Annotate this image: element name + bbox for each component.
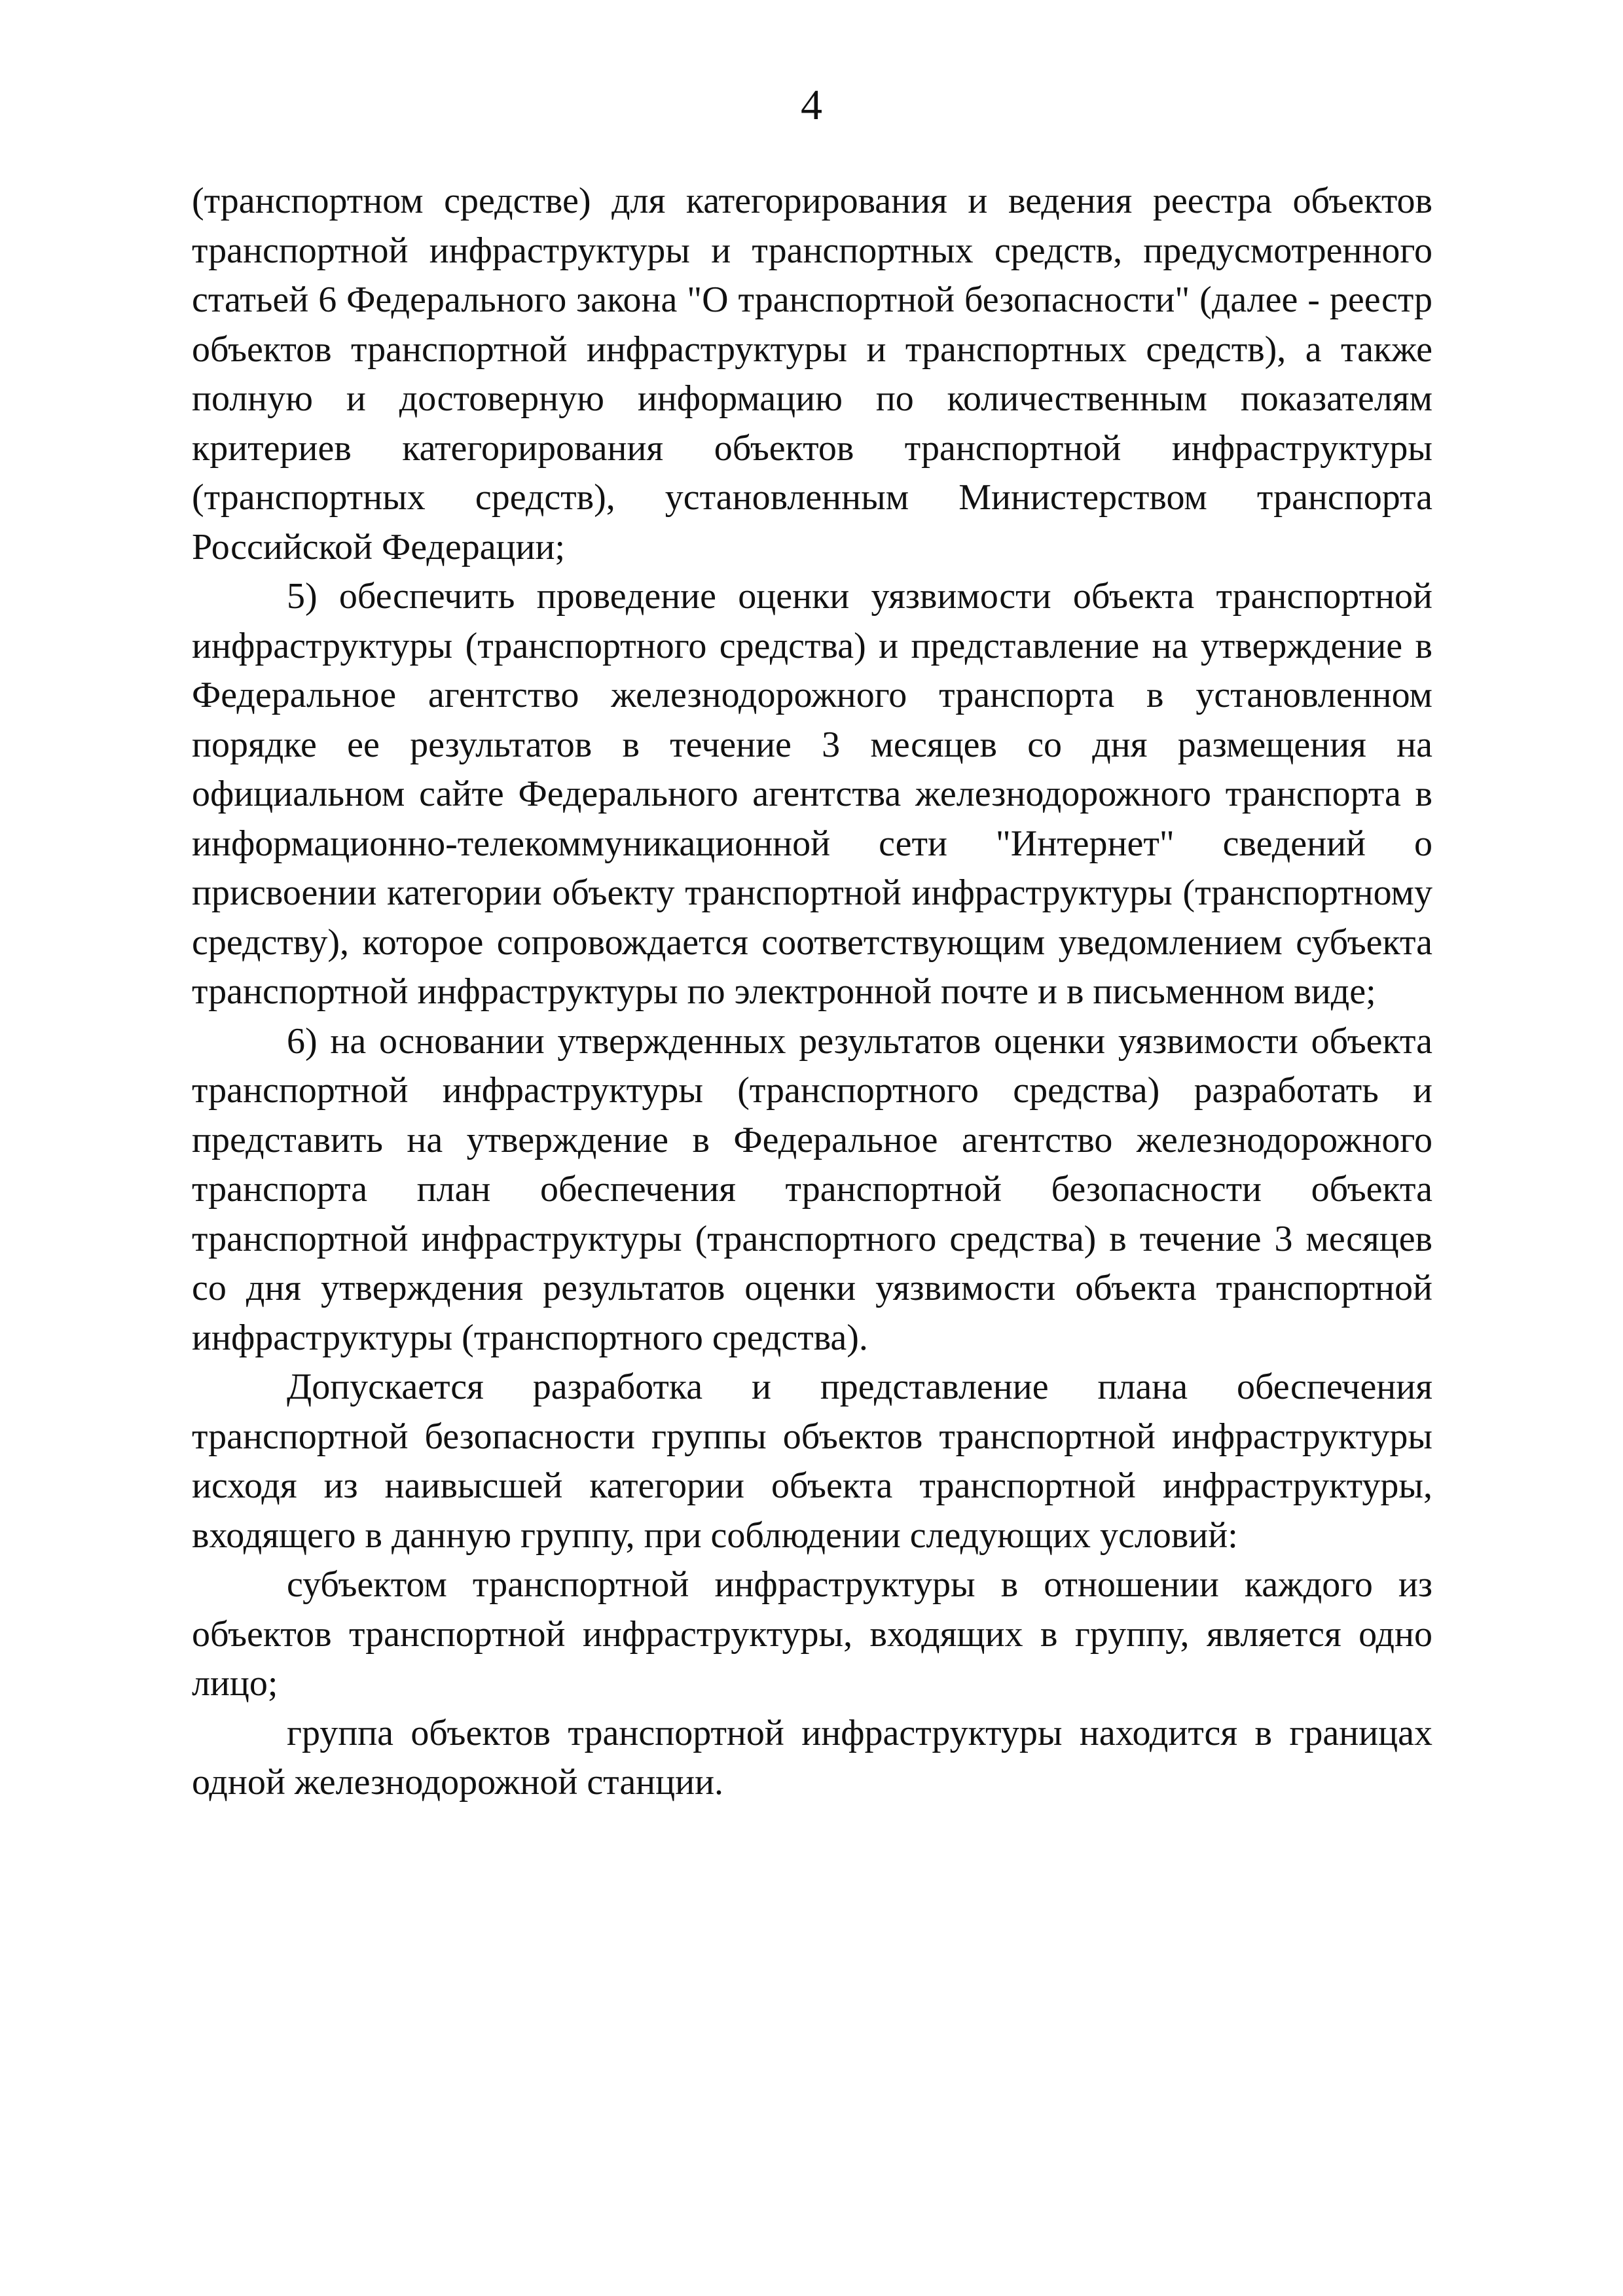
paragraph-group-plan: Допускается разработка и представление плана обеспечения транспортной безопасности группы объектов транспортной инфраструктуры исходя из наивысшей категории объекта транспортной инфраструктуры, входящего в данную группу, при соблюдении следующих условий:: [192, 1367, 1432, 1556]
paragraph-item-6: 6) на основании утвержденных результатов оценки уязвимости объекта транспортной инфраструктуры (транспортного средства) разработать и представить на утверждение в Федеральное агентство железнодорожного транспорта план обеспечения транспортной безопасности объекта транспортной инфраструктуры (транспортного средства) в течение 3 месяцев со дня утверждения результатов оценки уязвимости объекта транспортной инфраструктуры (транспортного средства).: [192, 1020, 1432, 1358]
document-body: [192, 177, 1432, 1808]
paragraph-item-5: 5) обеспечить проведение оценки уязвимости объекта транспортной инфраструктуры (транспортного средства) и представление на утверждение в Федеральное агентство железнодорожного транспорта в установленном порядке ее результатов в течение 3 месяцев со дня размещения на официальном сайте Федерального агентства железнодорожного транспорта в информационно-телекоммуникационной сети "Интернет" сведений о присвоении категории объекту транспортной инфраструктуры (транспортному средству), которое сопровождается соответствующим уведомлением субъекта транспортной инфраструктуры по электронной почте и в письменном виде;: [192, 576, 1432, 1012]
paragraph-condition-1: субъектом транспортной инфраструктуры в отношении каждого из объектов транспортной инфраструктуры, входящих в группу, является одно лицо;: [192, 1564, 1432, 1704]
page-number: 4: [801, 81, 822, 129]
paragraph-condition-2: группа объектов транспортной инфраструктуры находится в границах одной железнодорожной станции.: [192, 1712, 1432, 1803]
paragraph-continuation: (транспортном средстве) для категорирования и ведения реестра объектов транспортной инфраструктуры и транспортных средств, предусмотренного статьей 6 Федерального закона "О транспортной безопасности" (далее - реестр объектов транспортной инфраструктуры и транспортных средств), а также полную и достоверную информацию по количественным показателям критериев категорирования объектов транспортной инфраструктуры (транспортных средств), установленным Министерством транспорта Российской Федерации;: [192, 181, 1432, 567]
